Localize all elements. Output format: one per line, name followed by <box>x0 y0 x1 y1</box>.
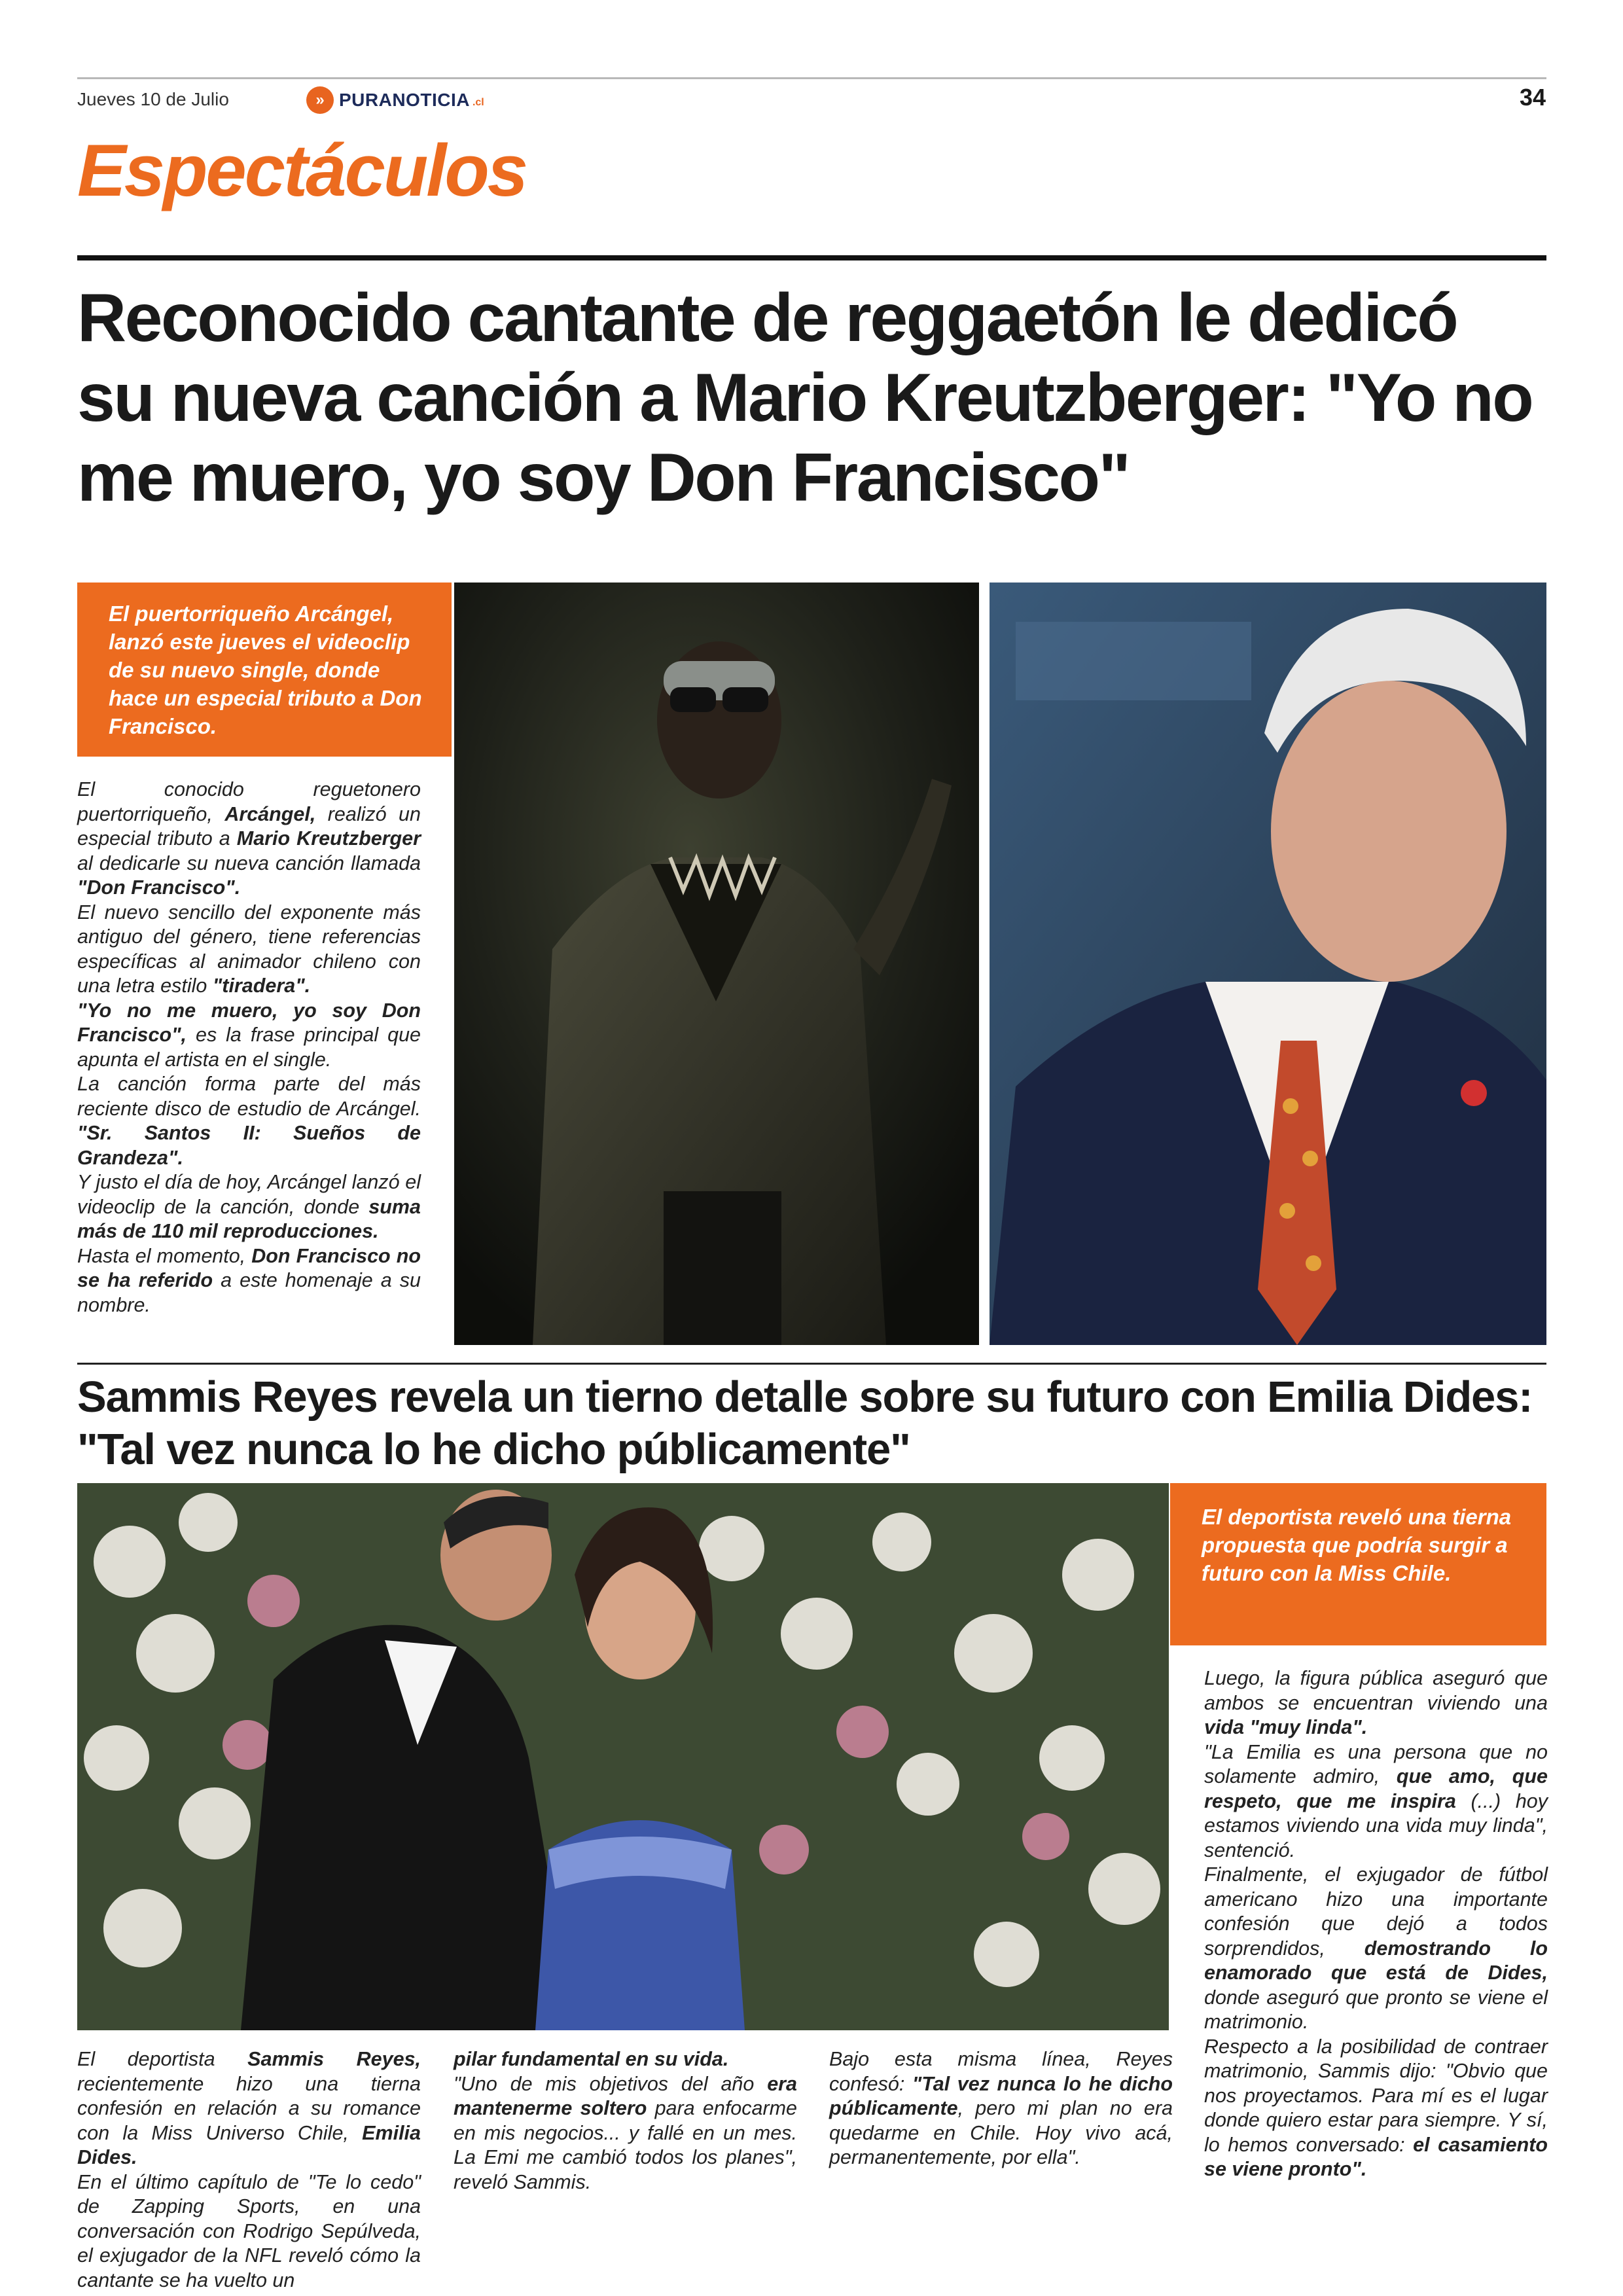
page-number: 34 <box>1519 84 1546 111</box>
article-divider <box>77 1363 1546 1365</box>
logo-text: PURANOTICIA <box>339 90 470 110</box>
masthead-logo[interactable] <box>306 85 484 115</box>
article2-column-4 <box>1204 1666 1548 2182</box>
paragraph: Bajo esta misma línea, Reyes confesó: "Tal vez nunca lo he dicho públicamente, pero mi plan no era quedarme en Chile. Hoy vivo acá, permanentemente, por ella". <box>829 2048 1173 2168</box>
paragraph: Luego, la figura pública aseguró que ambos se encuentran viviendo una vida "muy linda". <box>1204 1667 1548 1738</box>
paragraph: Hasta el momento, Don Francisco no se ha referido a este homenaje a su nombre. <box>77 1244 421 1316</box>
paragraph: "Yo no me muero, yo soy Don Francisco", es la frase principal que apunta el artista en el single. <box>77 999 421 1071</box>
paragraph: En el último capítulo de "Te lo cedo" de Zapping Sports, en una conversación con Rodrigo Sepúlveda, el exjugador de la NFL reveló cómo la cantante se ha vuelto un <box>77 2170 421 2291</box>
paragraph: El conocido reguetonero puertorriqueño, Arcángel, realizó un especial tributo a Mario Kreutzberger al dedicarle su nueva canción llamada "Don Francisco". <box>77 778 421 899</box>
paragraph: Respecto a la posibilidad de contraer matrimonio, Sammis dijo: "Obvio que nos proyectamos. Para mí es el lugar donde quiero estar para siempre. Y sí, lo hemos conversado: el casamiento se viene pronto". <box>1204 2035 1548 2180</box>
article2-headline: Sammis Reyes revela un tierno detalle sobre su futuro con Emilia Dides: "Tal vez nunca lo he dicho públicamente" <box>77 1372 1533 1474</box>
article2-column-3 <box>829 2047 1173 2170</box>
article2-column-1 <box>77 2047 421 2293</box>
paragraph: La canción forma parte del más reciente disco de estudio de Arcángel. "Sr. Santos II: Sueños de Grandeza". <box>77 1073 421 1169</box>
article2-column-2 <box>454 2047 797 2195</box>
section-rule <box>77 255 1546 260</box>
header-rule <box>77 77 1546 79</box>
don-francisco-photo <box>990 583 1546 1345</box>
logo-suffix: .cl <box>472 97 484 108</box>
issue-date: Jueves 10 de Julio <box>77 89 229 109</box>
paragraph: "La Emilia es una persona que no solamente admiro, que amo, que respeto, que me inspira (...) hoy estamos viviendo una vida muy linda", sentenció. <box>1204 1740 1548 1861</box>
article1-deck: El puertorriqueño Arcángel, lanzó este jueves el videoclip de su nuevo single, donde hace un especial tributo a Don Francisco. <box>77 583 452 757</box>
couple-photo <box>77 1483 1169 2030</box>
article2-deck: El deportista reveló una tierna propuesta que podría surgir a futuro con la Miss Chile. <box>1170 1483 1546 1645</box>
section-title: Espectáculos <box>77 130 527 211</box>
paragraph: El nuevo sencillo del exponente más antiguo del género, tiene referencias específicas al animador chileno con una letra estilo "tiradera". <box>77 901 421 997</box>
article1-headline: Reconocido cantante de reggaetón le dedicó su nueva canción a Mario Kreutzberger: "Yo no me muero, yo soy Don Francisco" <box>77 280 1533 516</box>
paragraph: El deportista Sammis Reyes, recientemente hizo una tierna confesión en relación a su romance con la Miss Universo Chile, Emilia Dides. <box>77 2048 421 2168</box>
paragraph: Finalmente, el exjugador de fútbol americano hizo una importante confesión que dejó a todos sorprendidos, demostrando lo enamorado que está de Dides, donde aseguró que pronto se viene el matrimonio. <box>1204 1863 1548 2033</box>
paragraph: Y justo el día de hoy, Arcángel lanzó el videoclip de la canción, donde suma más de 110 mil reproducciones. <box>77 1171 421 1242</box>
paragraph: "Uno de mis objetivos del año era mantenerme soltero para enfocarme en mis negocios... y fallé en un mes. La Emi me cambió todos los planes", reveló Sammis. <box>454 2072 797 2193</box>
play-chevrons-icon: » <box>306 86 334 114</box>
singer-photo <box>454 583 979 1345</box>
article1-body <box>77 778 421 1318</box>
paragraph: pilar fundamental en su vida. <box>454 2048 729 2070</box>
